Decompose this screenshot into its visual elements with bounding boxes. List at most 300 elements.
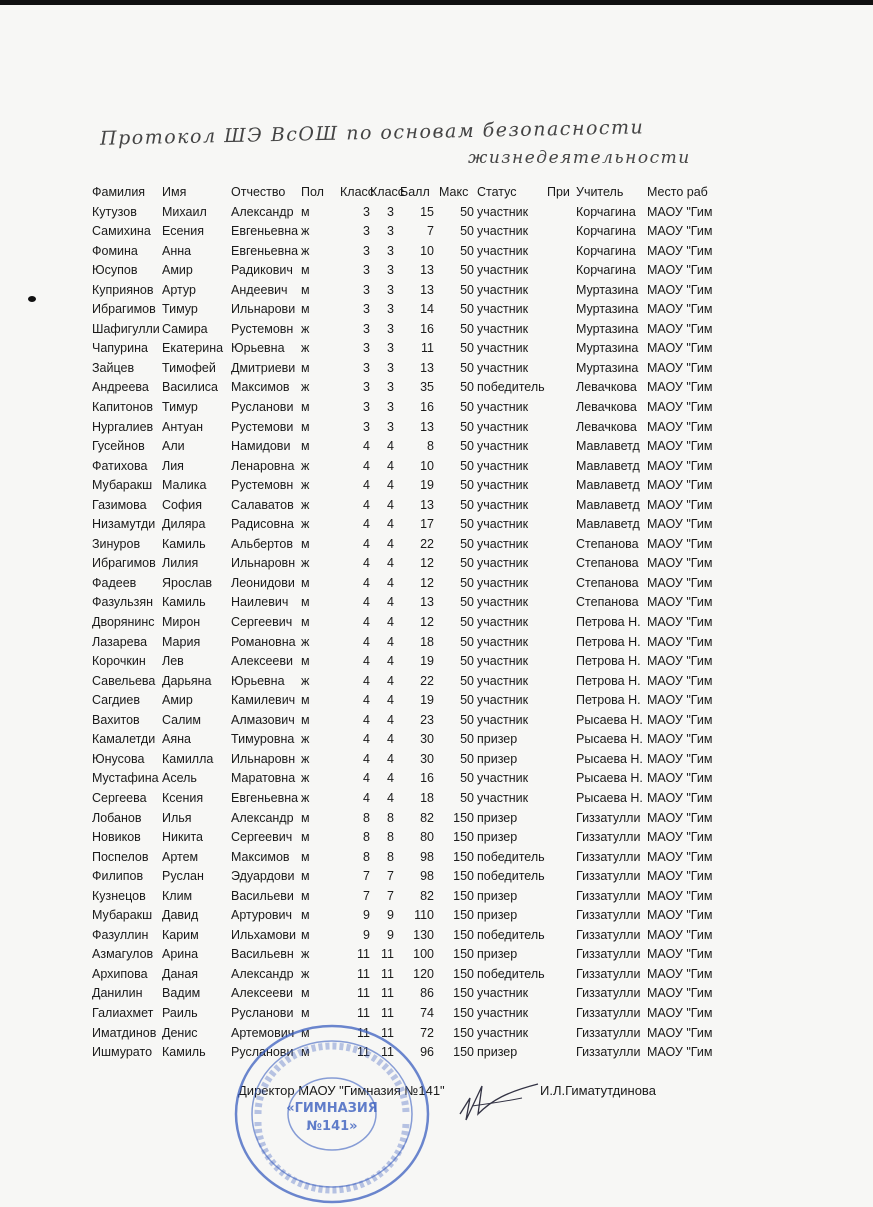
cell-status: участник: [477, 302, 529, 317]
cell-surname: Юсупов: [92, 263, 138, 278]
cell-patronymic: Наилевич: [231, 595, 289, 610]
cell-surname: Шафигулли: [92, 321, 160, 336]
cell-class-2: 11: [381, 947, 394, 962]
cell-workplace: МАОУ "Гим: [647, 849, 713, 864]
cell-sex: м: [301, 615, 310, 630]
cell-workplace: МАОУ "Гим: [647, 810, 713, 825]
cell-first-name: Лия: [162, 458, 184, 473]
cell-class-2: 4: [387, 751, 394, 766]
cell-teacher: Петрова Н.: [576, 673, 641, 688]
cell-status: участник: [477, 224, 529, 239]
cell-teacher: Рысаева Н.: [576, 732, 643, 747]
cell-max-score: 50: [460, 439, 474, 454]
cell-class-2: 3: [387, 360, 394, 375]
cell-class-2: 8: [387, 810, 394, 825]
table-row: [92, 1004, 722, 1024]
table-row: [92, 613, 722, 633]
cell-workplace: МАОУ "Гим: [647, 497, 713, 512]
header-note: При: [547, 185, 570, 199]
cell-teacher: Корчагина: [576, 224, 636, 239]
cell-first-name: Дарьяна: [162, 673, 212, 688]
cell-max-score: 50: [460, 751, 474, 766]
cell-teacher: Гиззатулли: [576, 1045, 641, 1060]
cell-first-name: Камилла: [162, 751, 214, 766]
cell-max-score: 50: [460, 517, 474, 532]
cell-patronymic: Артурович: [231, 908, 293, 923]
cell-first-name: София: [162, 497, 203, 512]
cell-patronymic: Ильхамови: [231, 927, 297, 942]
cell-patronymic: Тимуровна: [231, 732, 295, 747]
cell-score: 23: [420, 712, 434, 727]
cell-surname: Фадеев: [92, 575, 137, 590]
cell-status: участник: [477, 321, 529, 336]
cell-max-score: 50: [460, 380, 474, 395]
cell-sex: ж: [301, 478, 310, 493]
cell-max-score: 50: [460, 790, 474, 805]
cell-score: 10: [420, 243, 434, 258]
cell-workplace: МАОУ "Гим: [647, 634, 713, 649]
table-row: [92, 984, 722, 1004]
cell-surname: Зинуров: [92, 536, 141, 551]
cell-class: 4: [363, 634, 370, 649]
table-row: [92, 378, 722, 398]
cell-status: участник: [477, 654, 529, 669]
cell-class-2: 4: [387, 732, 394, 747]
table-row: [92, 730, 722, 750]
cell-status: участник: [477, 419, 529, 434]
cell-status: участник: [477, 790, 529, 805]
cell-first-name: Даная: [162, 966, 199, 981]
cell-workplace: МАОУ "Гим: [647, 673, 713, 688]
cell-score: 12: [420, 556, 434, 571]
cell-workplace: МАОУ "Гим: [647, 771, 713, 786]
cell-score: 10: [420, 458, 434, 473]
cell-workplace: МАОУ "Гим: [647, 536, 713, 551]
cell-score: 14: [420, 302, 434, 317]
cell-status: участник: [477, 673, 529, 688]
cell-class: 3: [363, 360, 370, 375]
cell-score: 15: [420, 204, 434, 219]
table-row: [92, 633, 722, 653]
cell-surname: Азмагулов: [92, 947, 154, 962]
cell-surname: Юнусова: [92, 751, 145, 766]
cell-teacher: Гиззатулли: [576, 810, 641, 825]
cell-workplace: МАОУ "Гим: [647, 615, 713, 630]
cell-class-2: 4: [387, 517, 394, 532]
cell-sex: ж: [301, 243, 310, 258]
cell-sex: ж: [301, 341, 310, 356]
cell-surname: Зайцев: [92, 360, 135, 375]
cell-score: 80: [420, 830, 434, 845]
cell-first-name: Никита: [162, 830, 203, 845]
cell-score: 100: [413, 947, 434, 962]
table-row: [92, 769, 722, 789]
cell-patronymic: Русланови: [231, 400, 294, 415]
cell-class: 4: [363, 732, 370, 747]
cell-teacher: Мавлаветд: [576, 497, 640, 512]
cell-teacher: Корчагина: [576, 243, 636, 258]
cell-sex: м: [301, 536, 310, 551]
cell-max-score: 50: [460, 536, 474, 551]
cell-sex: ж: [301, 751, 310, 766]
cell-surname: Капитонов: [92, 400, 154, 415]
cell-score: 120: [413, 966, 434, 981]
cell-max-score: 50: [460, 732, 474, 747]
cell-class-2: 3: [387, 282, 394, 297]
cell-first-name: Тимофей: [162, 360, 216, 375]
cell-patronymic: Ленаровна: [231, 458, 295, 473]
cell-sex: м: [301, 1025, 310, 1040]
cell-max-score: 50: [460, 263, 474, 278]
cell-max-score: 50: [460, 771, 474, 786]
cell-first-name: Руслан: [162, 869, 204, 884]
cell-sex: ж: [301, 224, 310, 239]
cell-first-name: Камиль: [162, 536, 206, 551]
cell-first-name: Тимур: [162, 302, 198, 317]
cell-surname: Фазуллин: [92, 927, 149, 942]
cell-class-2: 4: [387, 634, 394, 649]
cell-first-name: Ксения: [162, 790, 204, 805]
cell-patronymic: Рустемовн: [231, 321, 294, 336]
cell-workplace: МАОУ "Гим: [647, 790, 713, 805]
table-row: [92, 359, 722, 379]
cell-first-name: Самира: [162, 321, 208, 336]
cell-class-2: 3: [387, 224, 394, 239]
cell-teacher: Корчагина: [576, 204, 636, 219]
cell-surname: Кузнецов: [92, 888, 146, 903]
table-row: [92, 281, 722, 301]
cell-surname: Сергеева: [92, 790, 147, 805]
cell-surname: Самихина: [92, 224, 151, 239]
cell-sex: м: [301, 849, 310, 864]
cell-workplace: МАОУ "Гим: [647, 263, 713, 278]
cell-patronymic: Максимов: [231, 380, 290, 395]
cell-status: участник: [477, 693, 529, 708]
cell-workplace: МАОУ "Гим: [647, 204, 713, 219]
cell-class-2: 7: [387, 869, 394, 884]
cell-status: призер: [477, 908, 518, 923]
cell-class: 4: [363, 478, 370, 493]
cell-class-2: 4: [387, 497, 394, 512]
cell-class: 3: [363, 400, 370, 415]
cell-teacher: Мавлаветд: [576, 439, 640, 454]
cell-class: 4: [363, 712, 370, 727]
cell-teacher: Корчагина: [576, 263, 636, 278]
cell-surname: Нургалиев: [92, 419, 154, 434]
cell-patronymic: Юрьевна: [231, 341, 285, 356]
cell-workplace: МАОУ "Гим: [647, 869, 713, 884]
cell-class-2: 3: [387, 341, 394, 356]
cell-surname: Корочкин: [92, 654, 146, 669]
cell-max-score: 150: [453, 927, 474, 942]
cell-patronymic: Намидови: [231, 439, 291, 454]
cell-surname: Сагдиев: [92, 693, 140, 708]
cell-status: участник: [477, 458, 529, 473]
cell-max-score: 50: [460, 478, 474, 493]
cell-surname: Вахитов: [92, 712, 140, 727]
cell-teacher: Муртазина: [576, 282, 639, 297]
cell-score: 18: [420, 634, 434, 649]
cell-score: 72: [420, 1025, 434, 1040]
cell-surname: Иматдинов: [92, 1025, 157, 1040]
cell-class: 3: [363, 263, 370, 278]
cell-workplace: МАОУ "Гим: [647, 400, 713, 415]
cell-status: призер: [477, 830, 518, 845]
cell-status: участник: [477, 243, 529, 258]
cell-class: 3: [363, 243, 370, 258]
cell-class: 4: [363, 654, 370, 669]
cell-class-2: 4: [387, 478, 394, 493]
cell-first-name: Малика: [162, 478, 207, 493]
cell-sex: ж: [301, 458, 310, 473]
cell-score: 98: [420, 869, 434, 884]
cell-first-name: Артур: [162, 282, 196, 297]
cell-max-score: 150: [453, 869, 474, 884]
table-row: [92, 554, 722, 574]
handwritten-title: Протокол ШЭ ВсОШ по основам безопасности: [99, 116, 645, 150]
cell-surname: Фомина: [92, 243, 138, 258]
cell-patronymic: Евгеньевна: [231, 224, 299, 239]
cell-first-name: Аяна: [162, 732, 191, 747]
cell-patronymic: Васильеви: [231, 888, 294, 903]
cell-class: 3: [363, 321, 370, 336]
cell-sex: м: [301, 439, 310, 454]
cell-patronymic: Артемович: [231, 1025, 295, 1040]
cell-workplace: МАОУ "Гим: [647, 419, 713, 434]
cell-class: 4: [363, 458, 370, 473]
cell-teacher: Степанова: [576, 595, 639, 610]
cell-class: 7: [363, 888, 370, 903]
svg-text:«ГИМНАЗИЯ: «ГИМНАЗИЯ: [286, 1101, 378, 1116]
cell-surname: Низамутди: [92, 517, 156, 532]
cell-teacher: Степанова: [576, 536, 639, 551]
cell-class: 11: [357, 1025, 370, 1040]
cell-patronymic: Русланови: [231, 1045, 294, 1060]
cell-workplace: МАОУ "Гим: [647, 1005, 713, 1020]
cell-workplace: МАОУ "Гим: [647, 224, 713, 239]
cell-patronymic: Александр: [231, 810, 294, 825]
cell-sex: м: [301, 888, 310, 903]
cell-teacher: Мавлаветд: [576, 517, 640, 532]
cell-sex: ж: [301, 947, 310, 962]
table-row: [92, 593, 722, 613]
cell-sex: м: [301, 693, 310, 708]
cell-first-name: Давид: [162, 908, 199, 923]
cell-sex: м: [301, 1045, 310, 1060]
results-table: [92, 183, 722, 1063]
cell-teacher: Рысаева Н.: [576, 712, 643, 727]
cell-teacher: Степанова: [576, 556, 639, 571]
cell-first-name: Тимур: [162, 400, 198, 415]
cell-max-score: 50: [460, 282, 474, 297]
cell-sex: м: [301, 810, 310, 825]
cell-teacher: Гиззатулли: [576, 849, 641, 864]
cell-first-name: Илья: [162, 810, 192, 825]
cell-max-score: 50: [460, 400, 474, 415]
cell-teacher: Степанова: [576, 575, 639, 590]
table-row: [92, 945, 722, 965]
cell-status: победитель: [477, 966, 545, 981]
cell-first-name: Клим: [162, 888, 193, 903]
cell-patronymic: Дмитриеви: [231, 360, 296, 375]
cell-surname: Данилин: [92, 986, 143, 1001]
cell-sex: м: [301, 419, 310, 434]
cell-class-2: 4: [387, 556, 394, 571]
cell-teacher: Муртазина: [576, 360, 639, 375]
cell-score: 96: [420, 1045, 434, 1060]
cell-class: 4: [363, 536, 370, 551]
cell-first-name: Екатерина: [162, 341, 224, 356]
cell-score: 13: [420, 263, 434, 278]
cell-workplace: МАОУ "Гим: [647, 751, 713, 766]
cell-sex: ж: [301, 634, 310, 649]
cell-status: участник: [477, 575, 529, 590]
cell-class-2: 4: [387, 790, 394, 805]
cell-status: участник: [477, 400, 529, 415]
table-row: [92, 867, 722, 887]
cell-class-2: 3: [387, 380, 394, 395]
cell-workplace: МАОУ "Гим: [647, 380, 713, 395]
table-row: [92, 261, 722, 281]
cell-first-name: Есения: [162, 224, 205, 239]
cell-sex: м: [301, 302, 310, 317]
cell-max-score: 150: [453, 966, 474, 981]
table-row: [92, 457, 722, 477]
cell-status: призер: [477, 732, 518, 747]
table-row: [92, 418, 722, 438]
cell-class-2: 3: [387, 302, 394, 317]
cell-sex: м: [301, 986, 310, 1001]
cell-first-name: Лев: [162, 654, 184, 669]
cell-status: победитель: [477, 927, 545, 942]
cell-status: участник: [477, 556, 529, 571]
cell-patronymic: Ильнаровн: [231, 556, 296, 571]
cell-status: участник: [477, 497, 529, 512]
header-class: Класс: [340, 185, 375, 199]
cell-class-2: 4: [387, 439, 394, 454]
cell-patronymic: Евгеньевна: [231, 243, 299, 258]
cell-score: 17: [420, 517, 434, 532]
cell-class-2: 9: [387, 908, 394, 923]
cell-first-name: Камиль: [162, 1045, 206, 1060]
cell-surname: Кутузов: [92, 204, 137, 219]
cell-sex: ж: [301, 380, 310, 395]
cell-sex: м: [301, 927, 310, 942]
cell-status: участник: [477, 263, 529, 278]
cell-first-name: Асель: [162, 771, 197, 786]
cell-status: участник: [477, 204, 529, 219]
cell-status: призер: [477, 947, 518, 962]
cell-status: победитель: [477, 380, 545, 395]
cell-max-score: 50: [460, 497, 474, 512]
cell-class: 4: [363, 556, 370, 571]
cell-patronymic: Маратовна: [231, 771, 296, 786]
cell-surname: Андреева: [92, 380, 149, 395]
cell-score: 7: [427, 224, 434, 239]
cell-first-name: Денис: [162, 1025, 198, 1040]
cell-max-score: 150: [453, 986, 474, 1001]
table-row: [92, 828, 722, 848]
cell-teacher: Мавлаветд: [576, 478, 640, 493]
cell-teacher: Муртазина: [576, 341, 639, 356]
cell-workplace: МАОУ "Гим: [647, 556, 713, 571]
table-row: [92, 906, 722, 926]
cell-workplace: МАОУ "Гим: [647, 341, 713, 356]
cell-class-2: 3: [387, 400, 394, 415]
header-workplace: Место раб: [647, 185, 708, 199]
cell-first-name: Мария: [162, 634, 201, 649]
table-row: [92, 672, 722, 692]
cell-surname: Мубаракш: [92, 478, 153, 493]
cell-surname: Гусейнов: [92, 439, 145, 454]
cell-status: участник: [477, 1025, 529, 1040]
cell-sex: м: [301, 595, 310, 610]
cell-class-2: 11: [381, 1005, 394, 1020]
director-title: Директор МАОУ "Гимназия №141": [238, 1083, 445, 1098]
cell-max-score: 50: [460, 575, 474, 590]
cell-surname: Дворянинс: [92, 615, 155, 630]
scan-edge: [0, 0, 873, 5]
cell-class-2: 4: [387, 536, 394, 551]
cell-status: участник: [477, 439, 529, 454]
cell-max-score: 50: [460, 615, 474, 630]
cell-workplace: МАОУ "Гим: [647, 888, 713, 903]
cell-max-score: 50: [460, 634, 474, 649]
cell-patronymic: Рустемовн: [231, 478, 294, 493]
cell-max-score: 150: [453, 947, 474, 962]
table-row: [92, 203, 722, 223]
table-row: [92, 222, 722, 242]
cell-class-2: 4: [387, 771, 394, 786]
cell-status: участник: [477, 1005, 529, 1020]
cell-class-2: 4: [387, 654, 394, 669]
cell-class: 11: [357, 1045, 370, 1060]
svg-text:№141»: №141»: [306, 1119, 358, 1134]
cell-class-2: 8: [387, 849, 394, 864]
cell-max-score: 50: [460, 243, 474, 258]
cell-score: 98: [420, 849, 434, 864]
cell-status: призер: [477, 1045, 518, 1060]
cell-patronymic: Камилевич: [231, 693, 296, 708]
cell-sex: ж: [301, 673, 310, 688]
cell-class: 4: [363, 439, 370, 454]
cell-sex: м: [301, 360, 310, 375]
cell-class: 4: [363, 517, 370, 532]
cell-patronymic: Радисовна: [231, 517, 294, 532]
cell-score: 22: [420, 536, 434, 551]
cell-first-name: Артем: [162, 849, 199, 864]
cell-class: 11: [357, 1005, 370, 1020]
cell-workplace: МАОУ "Гим: [647, 1025, 713, 1040]
cell-first-name: Диляра: [162, 517, 206, 532]
cell-patronymic: Сергеевич: [231, 830, 293, 845]
table-row: [92, 848, 722, 868]
cell-teacher: Гиззатулли: [576, 986, 641, 1001]
cell-patronymic: Ильнаровн: [231, 751, 296, 766]
cell-class: 4: [363, 497, 370, 512]
cell-first-name: Вадим: [162, 986, 201, 1001]
cell-sex: м: [301, 1005, 310, 1020]
table-row: [92, 691, 722, 711]
cell-sex: м: [301, 204, 310, 219]
signature: [452, 1070, 542, 1130]
cell-max-score: 150: [453, 1045, 474, 1060]
header-sex: Пол: [301, 185, 324, 199]
table-row: [92, 437, 722, 457]
cell-status: участник: [477, 615, 529, 630]
cell-class: 4: [363, 693, 370, 708]
cell-max-score: 150: [453, 888, 474, 903]
